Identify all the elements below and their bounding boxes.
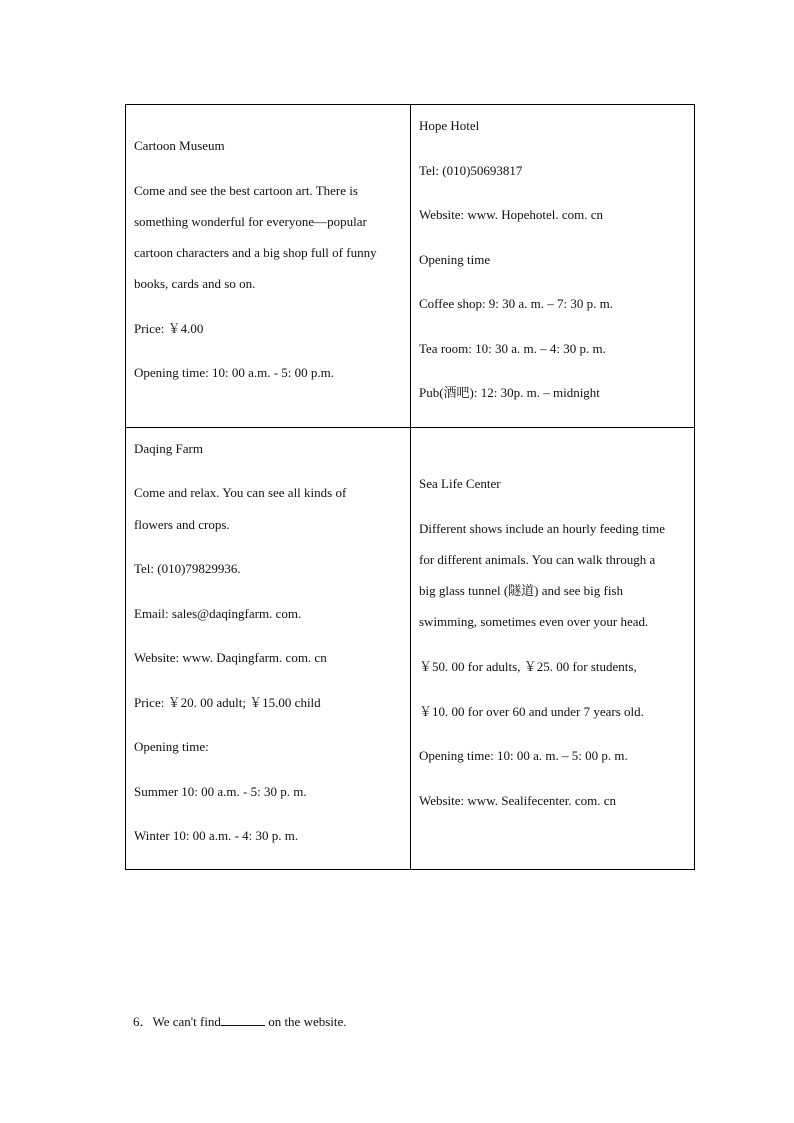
sea-life-price-line: ￥50. 00 for adults, ￥25. 00 for students,	[419, 659, 637, 674]
daqing-farm-email: Email: sales@daqingfarm. com.	[134, 606, 302, 621]
daqing-farm-summer: Summer 10: 00 a.m. - 5: 30 p. m.	[134, 784, 307, 799]
daqing-farm-desc-line: flowers and crops.	[134, 517, 230, 532]
sea-life-title: Sea Life Center	[419, 476, 501, 491]
sea-life-desc-line: for different animals. You can walk through a	[419, 552, 656, 567]
sea-life-price-line: ￥10. 00 for over 60 and under 7 years old.	[419, 704, 644, 719]
question-prefix: 6．We can't find	[133, 1014, 221, 1029]
daqing-farm-price: Price: ￥20. 00 adult; ￥15.00 child	[134, 695, 321, 710]
cartoon-museum-desc-line: cartoon characters and a big shop full of funny	[134, 245, 377, 260]
sea-life-website: Website: www. Sealifecenter. com. cn	[419, 793, 617, 808]
cell-hope-hotel	[411, 105, 695, 428]
cell-cartoon-museum	[126, 105, 411, 428]
question-suffix: on the website.	[264, 1014, 347, 1029]
daqing-farm-winter: Winter 10: 00 a.m. - 4: 30 p. m.	[134, 828, 299, 843]
hope-hotel-tel: Tel: (010)50693817	[419, 163, 523, 178]
hope-hotel-title: Hope Hotel	[419, 118, 480, 133]
hope-hotel-pub: Pub(酒吧): 12: 30p. m. – midnight	[419, 385, 600, 400]
daqing-farm-title: Daqing Farm	[134, 441, 203, 456]
daqing-farm-opening-title: Opening time:	[134, 739, 209, 754]
cartoon-museum-price: Price: ￥4.00	[134, 321, 204, 336]
hope-hotel-tea: Tea room: 10: 30 a. m. – 4: 30 p. m.	[419, 341, 606, 356]
daqing-farm-website: Website: www. Daqingfarm. com. cn	[134, 650, 327, 665]
cell-sea-life-center	[411, 428, 695, 869]
sea-life-desc-line: swimming, sometimes even over your head.	[419, 614, 649, 629]
hope-hotel-website: Website: www. Hopehotel. com. cn	[419, 207, 604, 222]
answer-blank[interactable]	[221, 1013, 265, 1026]
cartoon-museum-opening: Opening time: 10: 00 a.m. - 5: 00 p.m.	[134, 365, 335, 380]
cartoon-museum-title: Cartoon Museum	[134, 138, 225, 153]
cartoon-museum-desc-line: something wonderful for everyone—popular	[134, 214, 367, 229]
hope-hotel-coffee: Coffee shop: 9: 30 a. m. – 7: 30 p. m.	[419, 296, 614, 311]
cell-daqing-farm	[126, 428, 411, 869]
sea-life-opening: Opening time: 10: 00 a. m. – 5: 00 p. m.	[419, 748, 628, 763]
question-6	[133, 1011, 347, 1030]
sea-life-desc-line: Different shows include an hourly feeding time	[419, 521, 665, 536]
cartoon-museum-desc-line: Come and see the best cartoon art. There is	[134, 183, 358, 198]
cartoon-museum-desc-line: books, cards and so on.	[134, 276, 256, 291]
sea-life-desc-line: big glass tunnel (隧道) and see big fish	[419, 583, 623, 598]
daqing-farm-desc-line: Come and relax. You can see all kinds of	[134, 485, 347, 500]
daqing-farm-tel: Tel: (010)79829936.	[134, 561, 241, 576]
hope-hotel-opening-title: Opening time	[419, 252, 491, 267]
info-table	[125, 104, 695, 870]
